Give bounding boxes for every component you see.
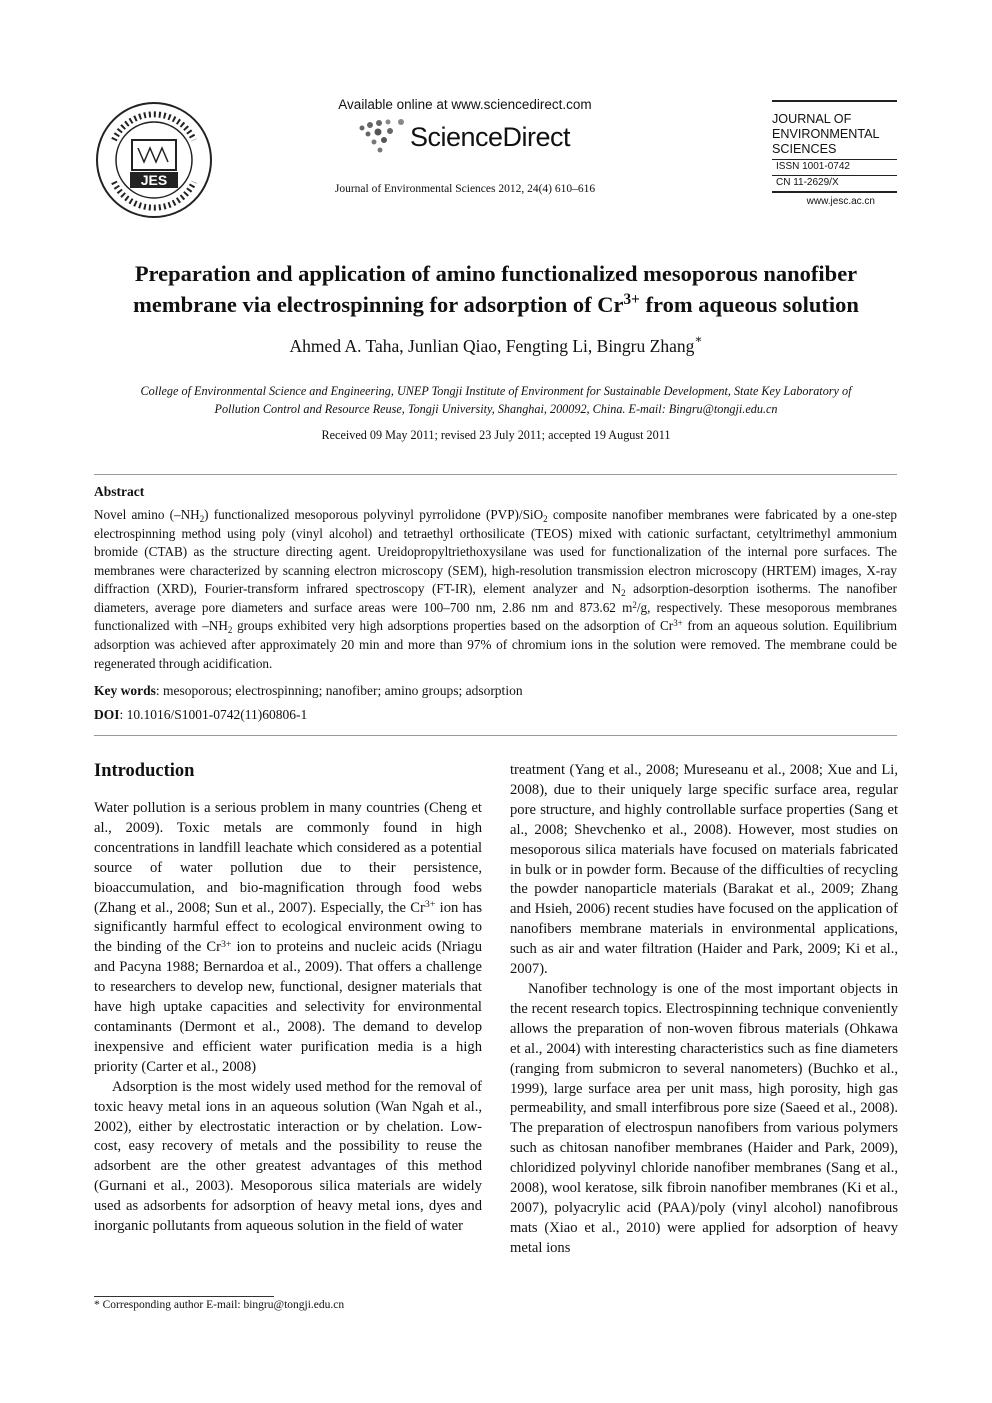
available-online-text: Available online at www.sciencedirect.com [338, 97, 592, 112]
footnote-rule [94, 1296, 274, 1297]
intro-paragraph-4: Nanofiber technology is one of the most important objects in the recent research topics. Electrospinning technique conveniently allows the preparation of non-woven fibrous materials (Ohkawa et al., 2004) with interesting characteristics such as fine diameters (ranging from submicron to several nanometers) (Buchko et al., 1999), large surface area per unit mass, high porosity, high gas permeability, and small interfibrous pore size (Saeed et al., 2008). The preparation of electrospun nanofibers from various polymers such as chitosan nanofiber membranes (Haider and Park, 2009), chloridized polyvinyl chloride nanofiber membranes (Sang et al., 2008), wool keratose, silk fibroin nanofiber membranes (Ki et al., 2007), polyacrylic acid (PAA)/poly (vinyl alcohol) nanofibrous mats (Xiao et al., 2010) were applied for adsorption of heavy metal ions [510, 980, 898, 1256]
title-line-2: membrane via electrospinning for adsorption of $Cr^{3+}$ from aqueous solution [133, 290, 859, 317]
keywords: Key words: mesoporous; electrospinning; nanofiber; amino groups; adsorption [94, 683, 523, 698]
corresponding-author-mark: ∗ [694, 331, 703, 346]
journal-cn: CN 11-2629/X [776, 177, 839, 188]
received-dates: Received 09 May 2011; revised 23 July 2011; accepted 19 August 2011 [321, 428, 671, 442]
column-right [510, 761, 898, 1259]
divider-bottom [94, 735, 897, 736]
abstract-heading: Abstract [94, 484, 145, 499]
divider-top [94, 474, 897, 475]
introduction-heading: Introduction [94, 761, 195, 781]
affiliation: College of Environmental Science and Engineering, UNEP Tongji Institute of Environment for Sustainable Development, State Key Laboratory of Pollution Control and Resource Reuse, Tongji University, Shanghai, 200092, China. E-mail: Bingru@tongji.edu.cn [140, 384, 852, 416]
article-title [95, 258, 897, 320]
journal-url: www.jesc.ac.cn [806, 196, 875, 207]
sciencedirect-dots-icon [356, 118, 416, 160]
column-left [94, 761, 482, 1237]
intro-paragraph-2: Adsorption is the most widely used method for the removal of toxic heavy metal ions in an aqueous solution (Wan Ngah et al., 2002), either by electrostatic interaction or by chelation. Low-cost, easy recovery of metals and the possibility to reuse the adsorbent are the other greatest advantages of this method (Gurnani et al., 2003). Mesoporous silica materials are widely used as adsorbents for adsorption of heavy metal ions, dyes and inorganic pollutants from aqueous solution in the field of water [94, 1078, 482, 1235]
journal-name-line-3: SCIENCES [772, 142, 837, 156]
intro-paragraph-1: Water pollution is a serious problem in many countries (Cheng et al., 2009). Toxic metals are commonly found in high concentrations in landfill leachate which considered as a potential source of water pollution due to their persistence, bioaccumulation, and bio-magnification through food webs (Zhang et al., 2008; Sun et al., 2007). Especially, the $Cr^{3+}$ ion has significantly harmful effect to ecological environment owing to the binding of the $Cr^{3+}$ ion to proteins and nucleic acids (Nriagu and Pacyna 1988; Bernardoa et al., 2009). That offers a challenge to researchers to develop new, functional, designer materials that have high uptake capacities and selectivity for environmental contaminants (Dermont et al., 2008). The demand to develop inexpensive and efficient water purification media is a high priority (Carter et al., 2008) [94, 800, 482, 1075]
abstract-text: Novel amino $(-NH_2)$ functionalized mesoporous polyvinyl pyrrolidone (PVP)/SiO$_2$ composite nanofiber membranes were fabricated by a one-step electrospinning method using poly (vinyl alcohol) and tetraethyl orthosilicate (TEOS) mixed with cationic surfactant, cetyltrimethyl ammonium bromide (CTAB) as the structure directing agent. Ureidopropyltriethoxysilane was used for functionalization of the internal pore surfaces. The membranes were characterized by scanning electron microscopy (SEM), high-resolution transmission electron microscopy (HRTEM) images, X-ray diffraction (XRD), Fourier-transform infrared spectroscopy (FT-IR), element analyzer and $N_2$ adsorption-desorption isotherms. The nanofiber diameters, average pore diameters and surface areas were 100–700 nm, 2.86 nm and 873.62 $m^2/g$, respectively. These mesoporous membranes functionalized with $-NH_2$ groups exhibited very high adsorptions properties based on the adsorption of $Cr^{3+}$ from an aqueous solution. Equilibrium adsorption was achieved after approximately 20 min and more than 97% of chromium ions in the solution were removed. The membrane could be regenerated through acidification. [94, 507, 897, 671]
corresponding-author-footnote: * Corresponding author E-mail: bingru@tongji.edu.cn [94, 1299, 345, 1311]
journal-issn: ISSN 1001-0742 [776, 161, 850, 172]
author-list: Ahmed A. Taha, Junlian Qiao, Fengting Li, Bingru Zhang∗ [289, 331, 703, 356]
logo-jes-text: JES [140, 172, 168, 188]
sciencedirect-wordmark: ScienceDirect [410, 122, 571, 152]
journal-name-line-1: JOURNAL OF [772, 112, 852, 126]
doi: DOI: 10.1016/S1001-0742(11)60806-1 [94, 707, 308, 722]
journal-citation: Journal of Environmental Sciences 2012, 24(4) 610–616 [334, 183, 596, 195]
journal-name-line-2: ENVIRONMENTAL [772, 127, 880, 141]
intro-paragraph-3: treatment (Yang et al., 2008; Mureseanu et al., 2008; Xue and Li, 2008), due to their uniquely large specific surface area, regular pore structure, and highly controllable surface properties (Sang et al., 2008; Shevchenko et al., 2008). However, most studies on mesoporous silica materials have focused on materials fabricated in bulk or in powder form. Because of the difficulties of recycling the powder nanoparticle materials (Barakat et al., 2009; Zhang and Hsieh, 2006) recent studies have focused on the application of nanofibers membrane materials in environmental applications, such as air and water filtration (Haider and Park, 2009; Ki et al., 2007). [510, 762, 898, 978]
journal-seal-logo [94, 100, 220, 220]
title-line-1: Preparation and application of amino functionalized mesoporous nanofiber [134, 261, 858, 286]
journal-info-box [772, 100, 897, 207]
